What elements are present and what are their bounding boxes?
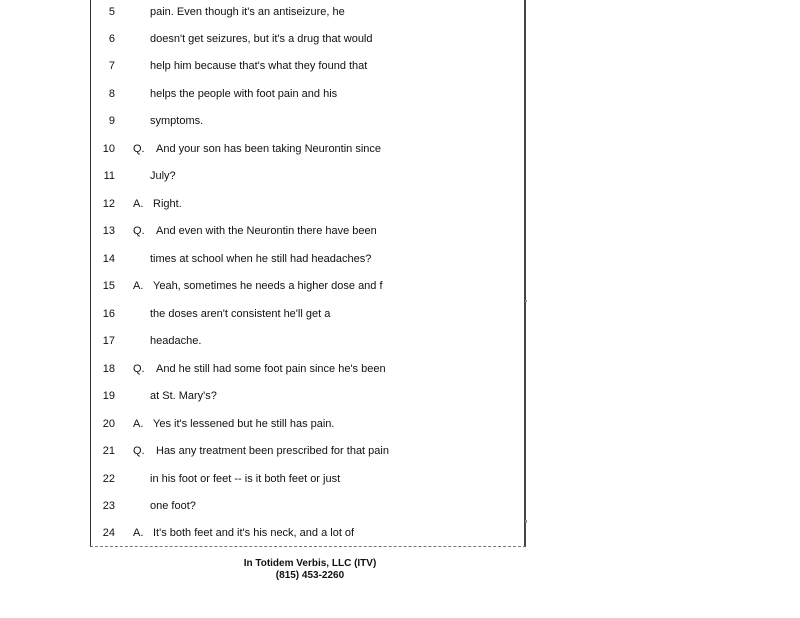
transcript-line	[91, 56, 524, 76]
transcript-line	[91, 304, 524, 324]
footer-company: In Totidem Verbis, LLC (ITV)	[243, 558, 377, 569]
transcript-line	[91, 2, 524, 22]
line-number: 5	[108, 6, 115, 18]
line-number: 6	[108, 33, 115, 45]
line-text: one foot?	[150, 500, 196, 512]
transcript-line	[91, 249, 524, 269]
line-text: the doses aren't consistent he'll get a	[150, 308, 331, 320]
transcript-line	[91, 331, 524, 351]
line-text: And your son has been taking Neurontin since	[156, 143, 382, 155]
transcript-line	[91, 29, 524, 49]
transcript-line	[91, 139, 524, 159]
line-text: Has any treatment been prescribed for that pain	[156, 445, 389, 457]
line-number: 12	[102, 198, 115, 210]
transcript-line	[91, 166, 524, 186]
line-number: 19	[102, 390, 115, 402]
transcript-line	[91, 523, 524, 543]
line-text: symptoms.	[150, 115, 204, 127]
line-text: And even with the Neurontin there have been	[156, 225, 377, 237]
line-number: 21	[102, 445, 115, 457]
transcript-line	[91, 469, 524, 489]
line-text: at St. Mary's?	[150, 390, 217, 402]
line-text: Yes it's lessened but he still has pain.	[153, 418, 335, 430]
line-text: Right.	[153, 198, 182, 210]
line-text: helps the people with foot pain and his	[150, 88, 338, 100]
speaker-label: A.	[133, 198, 144, 210]
transcript-line	[91, 359, 524, 379]
speaker-label: A.	[133, 418, 144, 430]
line-number: 18	[102, 363, 115, 375]
line-number: 16	[102, 308, 115, 320]
line-text: headache.	[150, 335, 202, 347]
page-footer	[90, 558, 530, 582]
transcript-line	[91, 84, 524, 104]
line-number: 22	[102, 473, 115, 485]
line-number: 23	[102, 500, 115, 512]
line-text: doesn't get seizures, but it's a drug that would	[150, 33, 373, 45]
speaker-label: A.	[133, 280, 144, 292]
transcript-line	[91, 414, 524, 434]
line-number: 10	[102, 143, 115, 155]
speaker-label: Q.	[133, 225, 145, 237]
transcript-line	[91, 194, 524, 214]
transcript-line	[91, 221, 524, 241]
line-number: 8	[108, 88, 115, 100]
line-number: 24	[102, 527, 115, 539]
transcript-line	[91, 441, 524, 461]
line-text: help him because that's what they found that	[150, 60, 368, 72]
line-number: 14	[102, 253, 115, 265]
speaker-label: Q.	[133, 143, 145, 155]
transcript-line	[91, 496, 524, 516]
transcript-line	[91, 386, 524, 406]
speaker-label: Q.	[133, 445, 145, 457]
line-number: 11	[103, 170, 115, 182]
transcript-line	[91, 276, 524, 296]
line-text: times at school when he still had headaches?	[150, 253, 372, 265]
scan-speck	[525, 520, 527, 523]
line-number: 17	[102, 335, 115, 347]
line-text: July?	[150, 170, 176, 182]
line-text: It's both feet and it's his neck, and a lot of	[153, 527, 355, 539]
transcript-page	[90, 0, 526, 547]
line-number: 7	[108, 60, 115, 72]
line-text: And he still had some foot pain since he's been	[156, 363, 386, 375]
line-number: 20	[102, 418, 115, 430]
speaker-label: A.	[133, 527, 144, 539]
scan-speck	[525, 300, 527, 302]
line-number: 15	[102, 280, 115, 292]
line-text: pain. Even though it's an antiseizure, he	[150, 6, 345, 18]
line-text: in his foot or feet -- is it both feet or just	[150, 473, 341, 485]
line-text: Yeah, sometimes he needs a higher dose and f	[153, 280, 383, 292]
transcript-line	[91, 111, 524, 131]
line-number: 13	[102, 225, 115, 237]
speaker-label: Q.	[133, 363, 145, 375]
footer-phone: (815) 453-2260	[275, 570, 345, 581]
line-number: 9	[108, 115, 115, 127]
